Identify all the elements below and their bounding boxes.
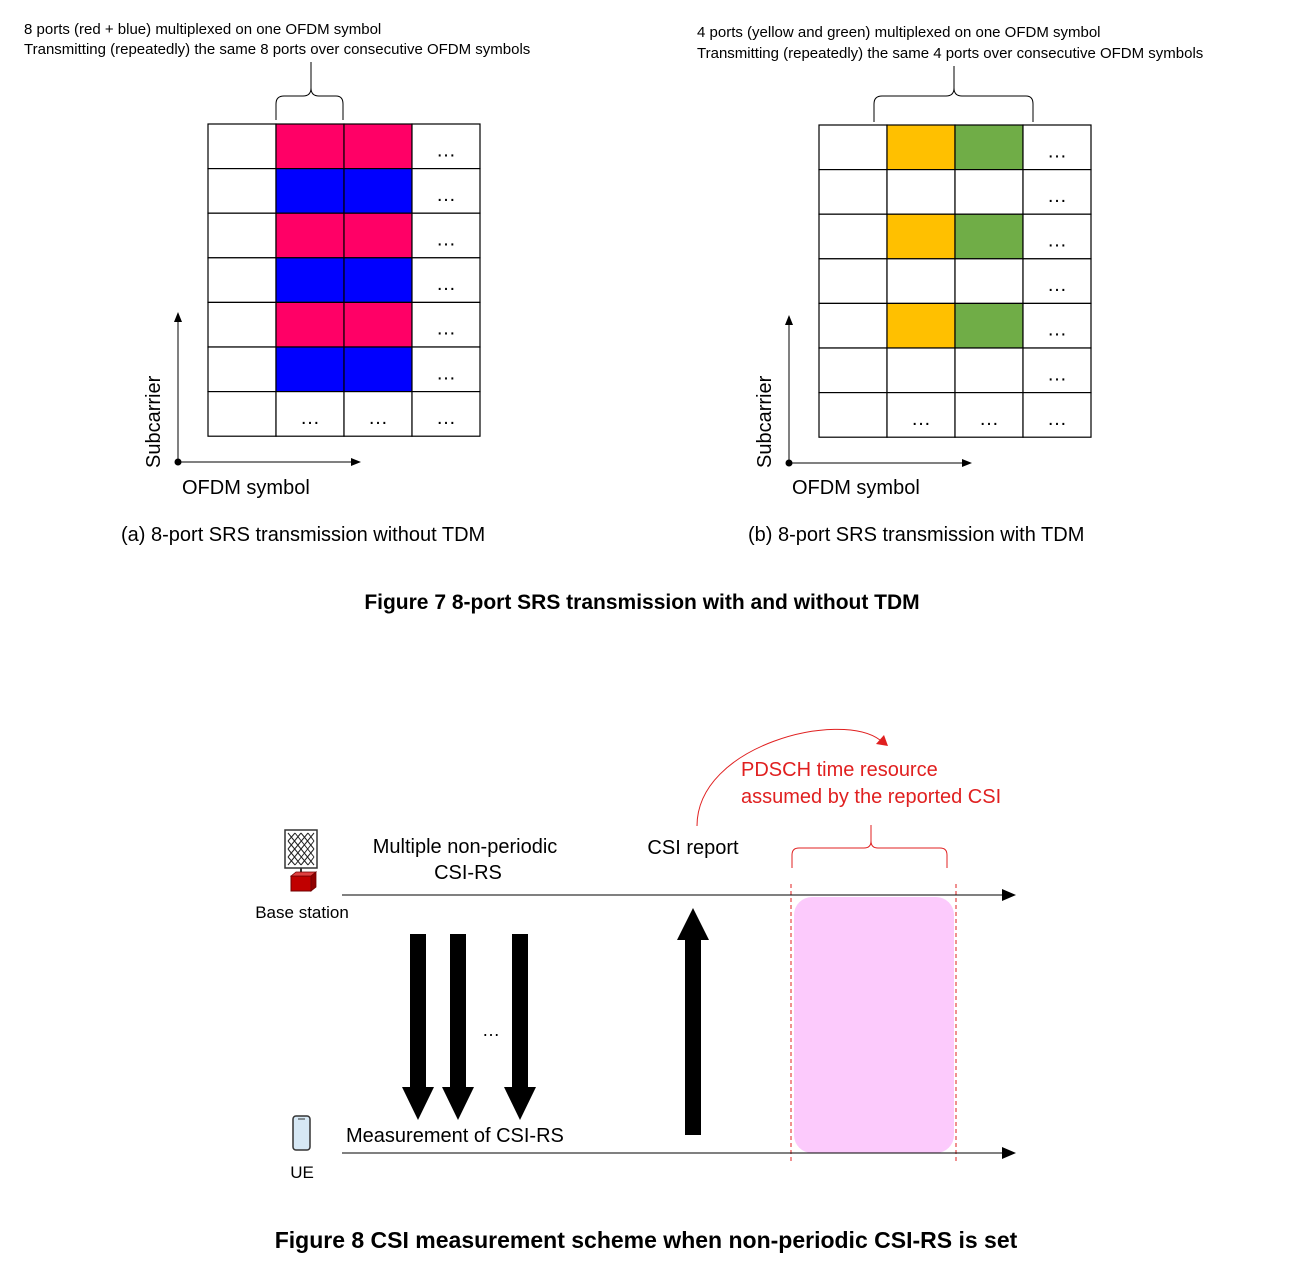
panel-a-cell-blue bbox=[276, 347, 344, 392]
panel-a-grid bbox=[208, 124, 480, 436]
panel-a-brace bbox=[276, 62, 343, 120]
base-station-timeline-arrowhead bbox=[1002, 889, 1016, 901]
panel-b-cell-empty bbox=[819, 170, 887, 215]
csirs-arrow-3 bbox=[504, 934, 536, 1120]
panel-b-cell-empty bbox=[819, 214, 887, 259]
panel-a-cell-ellipsis: … bbox=[436, 183, 456, 206]
panel-b-cell-ellipsis: … bbox=[979, 407, 999, 430]
panel-b-cell-ellipsis: … bbox=[1047, 363, 1067, 386]
csi-report-label: CSI report bbox=[647, 837, 739, 859]
panel-b-x-arrowhead bbox=[962, 459, 972, 467]
panel-b-cell-empty bbox=[819, 348, 887, 393]
panel-a-cell-empty bbox=[208, 169, 276, 214]
panel-a-cell-ellipsis: … bbox=[436, 317, 456, 340]
figure8-caption: Figure 8 CSI measurement scheme when non-periodic CSI-RS is set bbox=[274, 1227, 1018, 1253]
panel-a-note-line1: 8 ports (red + blue) multiplexed on one OFDM symbol bbox=[24, 21, 382, 38]
csirs-label-line2: CSI-RS bbox=[434, 862, 502, 884]
panel-b-cell-ellipsis: … bbox=[1047, 274, 1067, 297]
panel-a-cell-empty bbox=[208, 213, 276, 258]
csirs-arrow-2 bbox=[442, 934, 474, 1120]
panel-b-cell-yellow bbox=[887, 303, 955, 348]
panel-b-cell-ellipsis: … bbox=[1047, 229, 1067, 252]
panel-b-cell-empty bbox=[955, 259, 1023, 304]
panel-a-cell-red bbox=[344, 302, 412, 347]
panel-a-cell-red bbox=[276, 213, 344, 258]
panel-a-cell-empty bbox=[208, 258, 276, 303]
panel-b-y-label: Subcarrier bbox=[754, 375, 776, 468]
panel-b-cell-empty bbox=[887, 170, 955, 215]
panel-b-cell-empty bbox=[955, 170, 1023, 215]
panel-a-y-label: Subcarrier bbox=[143, 375, 165, 468]
panel-a-cell-ellipsis: … bbox=[436, 362, 456, 385]
panel-b-cell-empty bbox=[955, 348, 1023, 393]
panel-b-cell-empty bbox=[887, 259, 955, 304]
panel-a-cell-empty bbox=[208, 347, 276, 392]
panel-b-cell-ellipsis: … bbox=[1047, 318, 1067, 341]
panel-b-brace bbox=[874, 66, 1033, 122]
ue-timeline-arrowhead bbox=[1002, 1147, 1016, 1159]
panel-a-origin-dot bbox=[175, 459, 182, 466]
panel-b-cell-empty bbox=[887, 348, 955, 393]
panel-a-cell-blue bbox=[276, 169, 344, 214]
panel-b-cell-empty bbox=[819, 393, 887, 438]
panel-a-cell-red bbox=[344, 124, 412, 169]
panel-b-cell-ellipsis: … bbox=[911, 407, 931, 430]
panel-b-cell-green bbox=[955, 125, 1023, 170]
panel-a-cell-red bbox=[276, 302, 344, 347]
panel-b-grid bbox=[819, 125, 1091, 437]
base-station-icon bbox=[285, 830, 317, 891]
panel-b-cell-yellow bbox=[887, 125, 955, 170]
csirs-label-line1: Multiple non-periodic bbox=[372, 836, 558, 858]
panel-a-cell-ellipsis: … bbox=[436, 406, 456, 429]
panel-b-x-label: OFDM symbol bbox=[792, 477, 920, 499]
panel-b-cell-ellipsis: … bbox=[1047, 407, 1067, 430]
panel-a-cell-red bbox=[344, 213, 412, 258]
panel-a bbox=[24, 21, 530, 546]
panel-a-cell-red bbox=[276, 124, 344, 169]
panel-b-cell-yellow bbox=[887, 214, 955, 259]
panel-a-subcaption: (a) 8-port SRS transmission without TDM bbox=[121, 524, 486, 546]
base-station-label: Base station bbox=[255, 903, 349, 922]
pdsch-label-line1: PDSCH time resource bbox=[741, 759, 938, 781]
panel-a-x-label: OFDM symbol bbox=[182, 477, 310, 499]
panel-b-note-line2: Transmitting (repeatedly) the same 4 ports over consecutive OFDM symbols bbox=[697, 45, 1204, 62]
panel-b bbox=[697, 24, 1203, 546]
csirs-arrow-1 bbox=[402, 934, 434, 1120]
panel-b-cell-empty bbox=[819, 125, 887, 170]
panel-a-x-arrowhead bbox=[351, 458, 361, 466]
csirs-ellipsis: … bbox=[482, 1020, 500, 1040]
panel-b-cell-empty bbox=[819, 259, 887, 304]
pdsch-brace bbox=[792, 825, 947, 868]
panel-a-cell-blue bbox=[276, 258, 344, 303]
panel-b-cell-ellipsis: … bbox=[1047, 184, 1067, 207]
panel-a-cell-ellipsis: … bbox=[300, 406, 320, 429]
panel-a-cell-ellipsis: … bbox=[436, 139, 456, 162]
panel-a-cell-empty bbox=[208, 392, 276, 437]
panel-a-cell-blue bbox=[344, 258, 412, 303]
figure7-caption: Figure 7 8-port SRS transmission with and without TDM bbox=[364, 591, 920, 614]
ue-phone-icon bbox=[293, 1116, 310, 1150]
csi-to-pdsch-arrowhead bbox=[876, 735, 888, 746]
measurement-label: Measurement of CSI-RS bbox=[346, 1125, 564, 1147]
pdsch-time-resource-block bbox=[794, 897, 954, 1153]
csi-report-arrow bbox=[677, 908, 709, 1135]
panel-b-cell-green bbox=[955, 214, 1023, 259]
panel-b-cell-empty bbox=[819, 303, 887, 348]
pdsch-label-line2: assumed by the reported CSI bbox=[741, 786, 1002, 808]
panel-a-y-arrowhead bbox=[174, 312, 182, 322]
figure8 bbox=[255, 729, 1016, 1182]
panel-a-note-line2: Transmitting (repeatedly) the same 8 ports over consecutive OFDM symbols bbox=[24, 41, 531, 58]
panel-b-note-line1: 4 ports (yellow and green) multiplexed on one OFDM symbol bbox=[697, 24, 1101, 41]
panel-a-cell-blue bbox=[344, 169, 412, 214]
panel-a-cell-empty bbox=[208, 302, 276, 347]
panel-a-cell-ellipsis: … bbox=[368, 406, 388, 429]
panel-b-cell-ellipsis: … bbox=[1047, 140, 1067, 163]
panel-a-cell-ellipsis: … bbox=[436, 228, 456, 251]
panel-a-cell-blue bbox=[344, 347, 412, 392]
panel-b-cell-green bbox=[955, 303, 1023, 348]
ue-label: UE bbox=[290, 1163, 314, 1182]
panel-b-y-arrowhead bbox=[785, 315, 793, 325]
panel-a-cell-ellipsis: … bbox=[436, 273, 456, 296]
panel-b-origin-dot bbox=[786, 460, 793, 467]
panel-b-subcaption: (b) 8-port SRS transmission with TDM bbox=[748, 524, 1085, 546]
panel-a-cell-empty bbox=[208, 124, 276, 169]
